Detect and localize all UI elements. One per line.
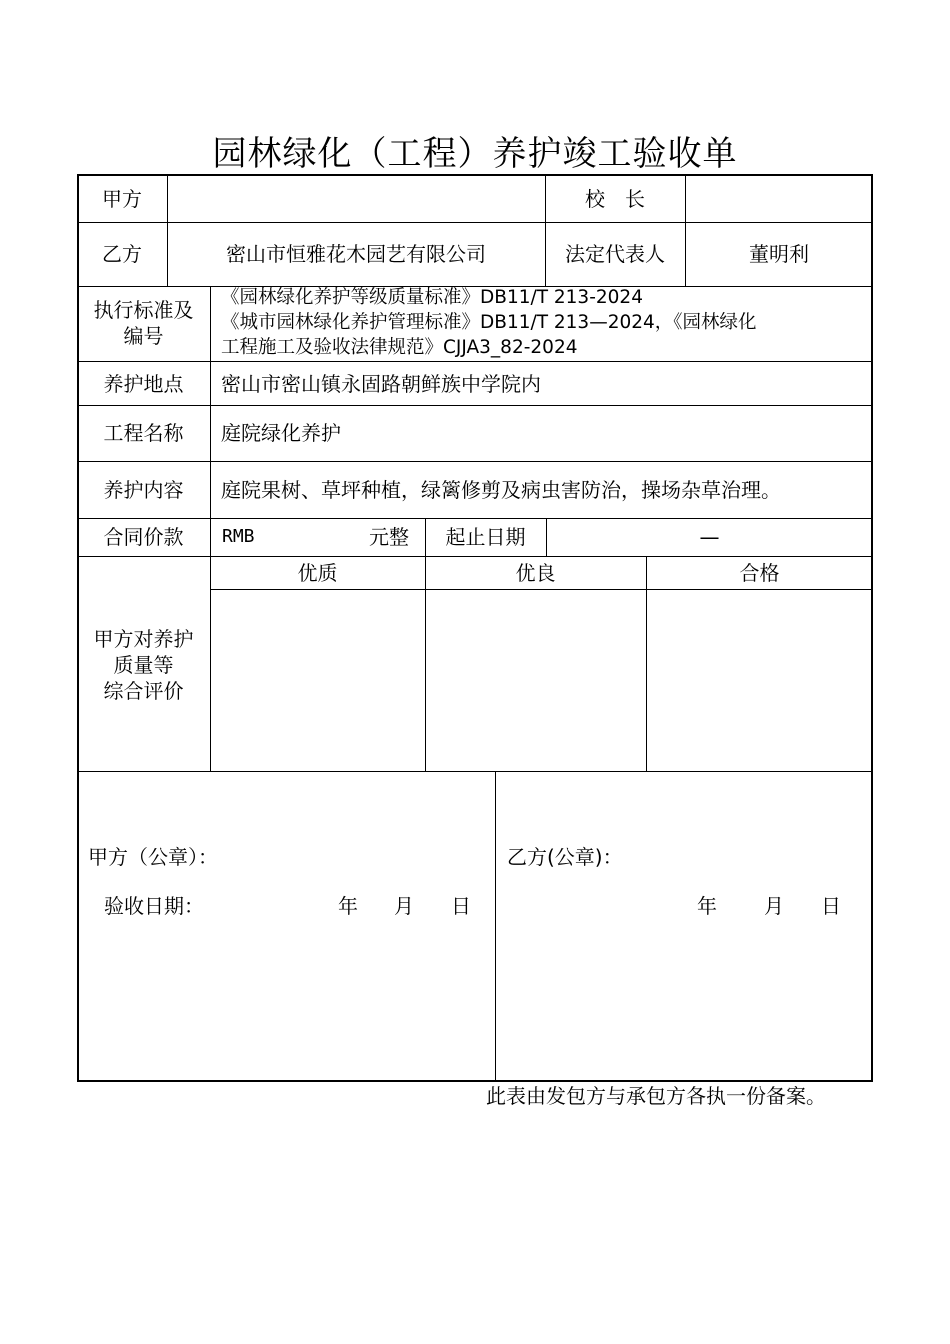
row-divider bbox=[77, 222, 873, 223]
legal-rep-label: 法定代表人 bbox=[565, 242, 665, 266]
content-value: 庭院果树、草坪种植，绿篱修剪及病虫害防治，操场杂草治理。 bbox=[221, 478, 781, 502]
row-divider bbox=[210, 589, 873, 590]
standard-line-1: 《园林绿化养护等级质量标准》DB11/T 213-2024 bbox=[221, 287, 643, 308]
party-b-value: 密山市恒雅花木园艺有限公司 bbox=[226, 242, 486, 266]
party-a-year: 年 bbox=[338, 894, 358, 918]
location-label: 养护地点 bbox=[103, 372, 184, 396]
standard-label-line2: 编号 bbox=[123, 324, 164, 348]
project-name-label: 工程名称 bbox=[103, 421, 184, 445]
date-range-value: — bbox=[699, 525, 720, 549]
party-a-month: 月 bbox=[394, 894, 414, 918]
row-divider bbox=[77, 405, 873, 406]
content-label: 养护内容 bbox=[103, 478, 184, 502]
grade-pass-header: 合格 bbox=[739, 561, 780, 585]
grade-excellent-cell[interactable] bbox=[212, 591, 423, 769]
column-divider bbox=[495, 771, 496, 1082]
row-divider bbox=[77, 461, 873, 462]
party-b-seal-label: 乙方(公章)： bbox=[507, 845, 623, 869]
grade-pass-cell[interactable] bbox=[648, 591, 871, 769]
location-value: 密山市密山镇永固路朝鲜族中学院内 bbox=[221, 372, 541, 396]
column-divider bbox=[167, 174, 168, 286]
evaluation-label-line3: 综合评价 bbox=[103, 679, 184, 703]
party-b-month: 月 bbox=[764, 894, 784, 918]
acceptance-date-label: 验收日期： bbox=[104, 894, 204, 918]
page-title: 园林绿化（工程）养护竣工验收单 bbox=[212, 134, 738, 174]
party-b-year: 年 bbox=[697, 894, 717, 918]
column-divider bbox=[646, 556, 647, 771]
party-a-label: 甲方 bbox=[102, 187, 142, 211]
party-b-label: 乙方 bbox=[102, 242, 142, 266]
grade-good-header: 优良 bbox=[515, 561, 556, 585]
contract-currency: RMB bbox=[222, 526, 255, 547]
project-name-value: 庭院绿化养护 bbox=[221, 421, 341, 445]
column-divider bbox=[685, 174, 686, 286]
grade-good-cell[interactable] bbox=[427, 591, 644, 769]
party-b-day: 日 bbox=[821, 894, 841, 918]
evaluation-label-line2: 质量等 bbox=[113, 653, 174, 677]
standard-line-2: 《城市园林绿化养护管理标准》DB11/T 213—2024，《园林绿化 bbox=[221, 312, 757, 333]
contract-label: 合同价款 bbox=[103, 525, 184, 549]
grade-excellent-header: 优质 bbox=[297, 561, 338, 585]
principal-label: 校 长 bbox=[585, 187, 645, 211]
date-range-label: 起止日期 bbox=[445, 525, 526, 549]
footer-note: 此表由发包方与承包方各执一份备案。 bbox=[486, 1084, 826, 1108]
party-a-day: 日 bbox=[451, 894, 471, 918]
row-divider bbox=[77, 771, 873, 772]
column-divider bbox=[210, 286, 211, 771]
standard-label: 执行标准及 bbox=[93, 298, 194, 322]
evaluation-label: 甲方对养护 bbox=[93, 627, 194, 651]
party-a-seal-label: 甲方（公章）： bbox=[88, 845, 218, 869]
row-divider bbox=[77, 361, 873, 362]
column-divider bbox=[425, 518, 426, 771]
legal-rep-value: 董明利 bbox=[749, 242, 809, 266]
row-divider bbox=[77, 556, 873, 557]
row-divider bbox=[77, 518, 873, 519]
standard-line-3: 工程施工及验收法律规范》CJJA3_82-2024 bbox=[221, 337, 578, 358]
contract-unit: 元整 bbox=[369, 525, 409, 549]
